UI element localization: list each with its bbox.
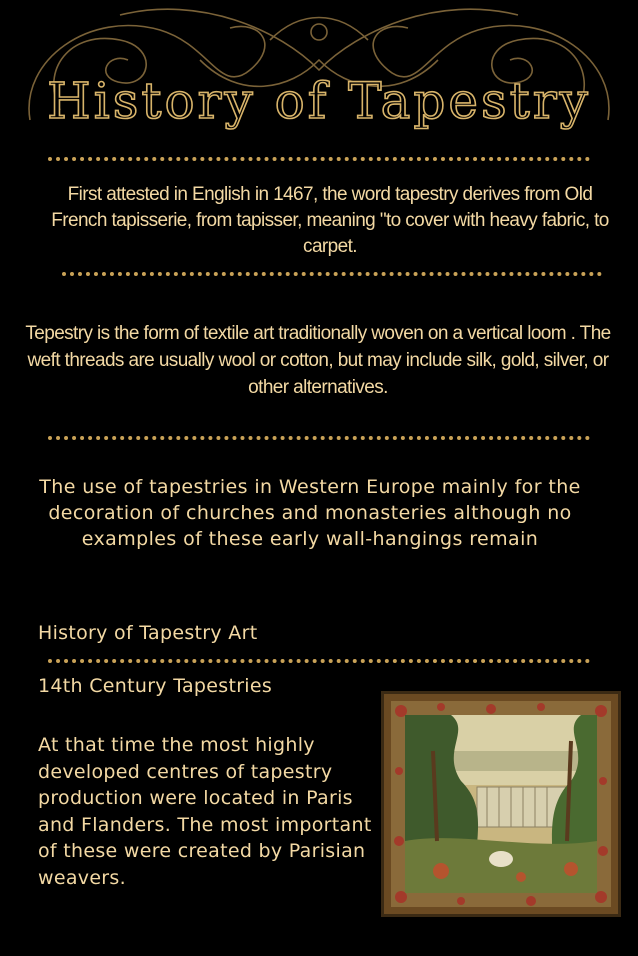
- western-use-paragraph: The use of tapestries in Western Europe mainly for the decoration of churches and monasteries although no examples of these early wall-hangings remain: [39, 476, 581, 550]
- subsection-body: At that time the most highly developed centres of tapestry production were located in Paris and Flanders. The most important of these were created by Parisian weavers.: [38, 734, 372, 889]
- page-title: History of Tapestry: [47, 72, 591, 130]
- tapestry-image: [381, 691, 621, 917]
- dotted-divider: [62, 272, 602, 276]
- intro-paragraph: First attested in English in 1467, the word tapestry derives from Old French tapisserie, from tapisser, meaning "to cover with heavy fabric, to carpet.: [51, 184, 609, 257]
- dotted-divider: [48, 659, 590, 663]
- dotted-divider: [48, 436, 590, 440]
- definition-paragraph: Tepestry is the form of textile art traditionally woven on a vertical loom . The weft threads are usually wool or cotton, but may include silk, gold, silver, or other alternatives.: [25, 323, 611, 398]
- dotted-divider: [48, 157, 590, 161]
- subsection-heading: 14th Century Tapestries: [38, 675, 273, 697]
- section-heading: History of Tapestry Art: [38, 622, 258, 644]
